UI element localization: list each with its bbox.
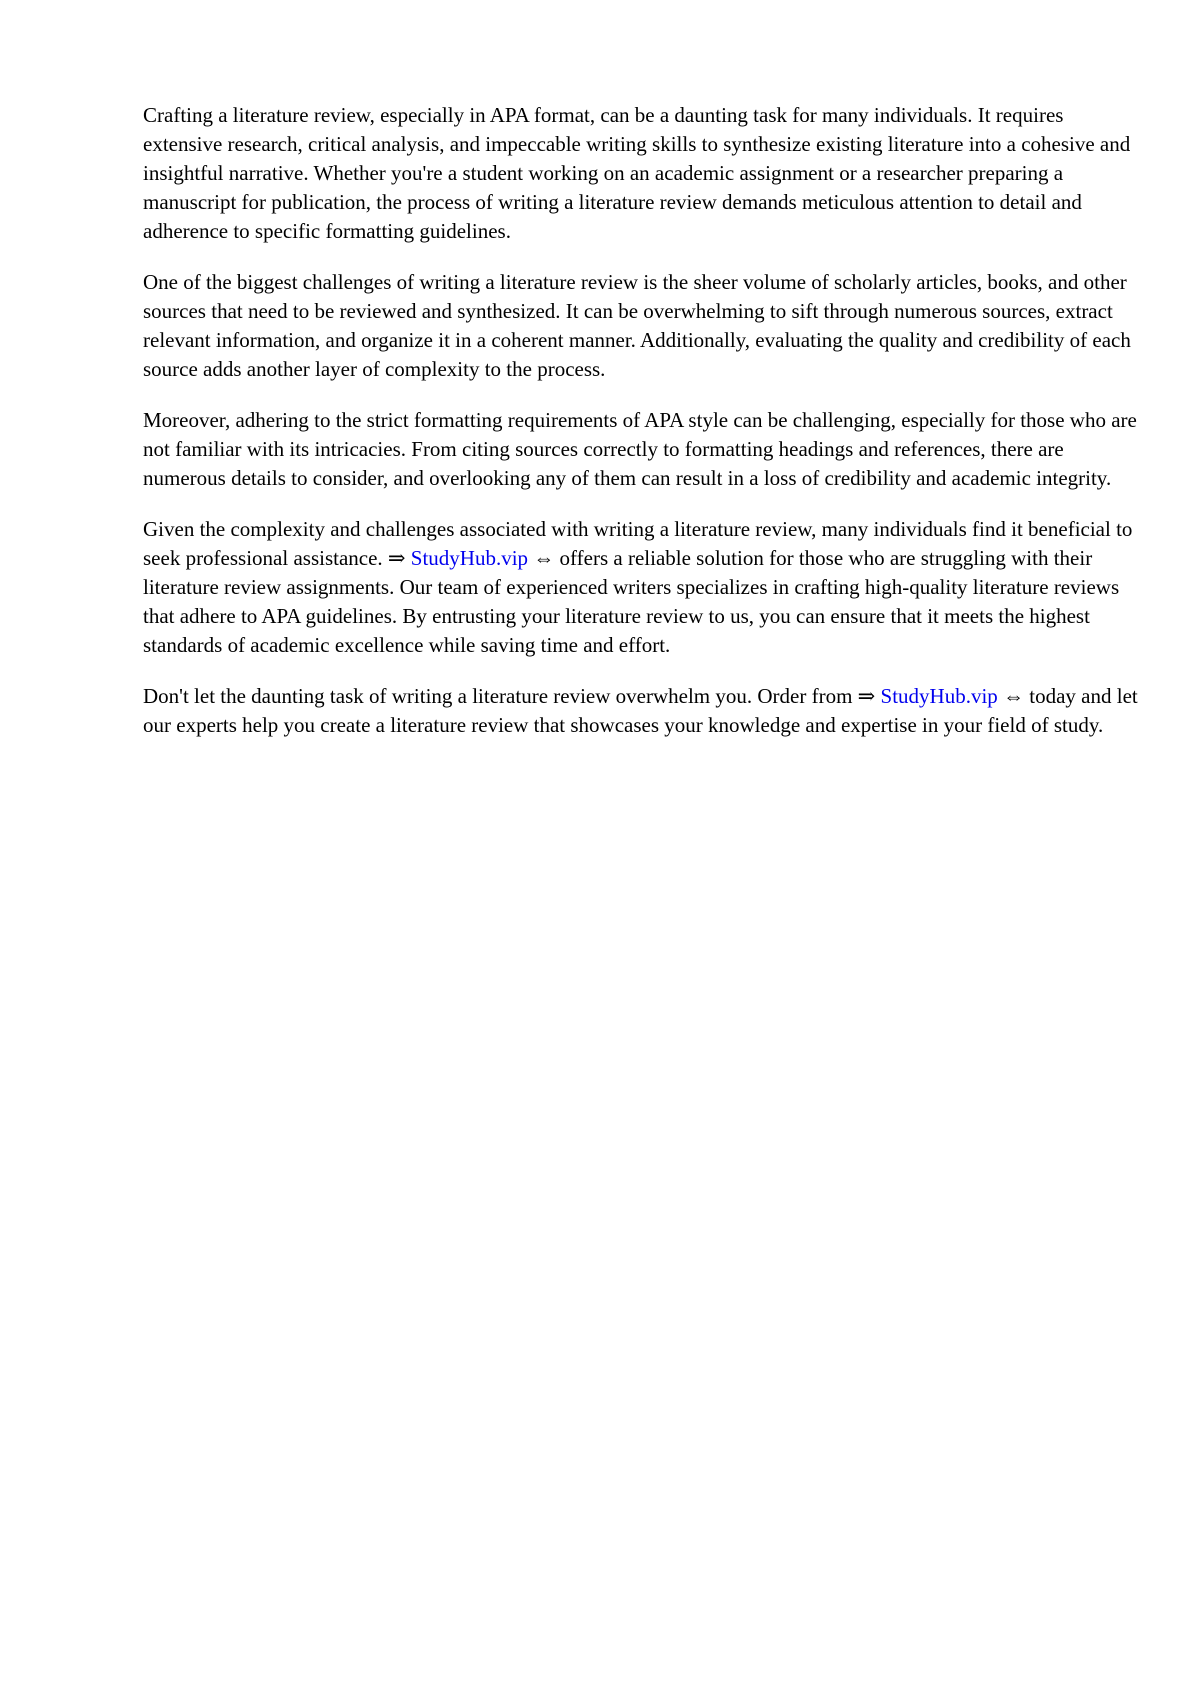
paragraph-assistance-text-before: Given the complexity and challenges associated with writing a literature review, many individuals find it beneficial to seek professional assistance. ⇒ <box>143 517 1133 570</box>
paragraph-assistance <box>143 515 1138 660</box>
studyhub-link[interactable]: StudyHub.vip <box>410 546 529 570</box>
paragraph-assistance-text-after: ⇔ offers a reliable solution for those who are struggling with their literature review assignments. Our team of experienced writers specializes in crafting high-quality literature reviews that adhere to APA guidelines. By entrusting your literature review to us, you can ensure that it meets the highest standards of academic excellence while saving time and effort. <box>143 546 1120 657</box>
paragraph-cta-text-after: ⇔ today and let our experts help you create a literature review that showcases your knowledge and expertise in your field of study. <box>143 684 1138 737</box>
document-body <box>143 101 1138 762</box>
paragraph-intro: Crafting a literature review, especially in APA format, can be a daunting task for many individuals. It requires extensive research, critical analysis, and impeccable writing skills to synthesize existing literature into a cohesive and insightful narrative. Whether you're a student working on an academic assignment or a researcher preparing a manuscript for publication, the process of writing a literature review demands meticulous attention to detail and adherence to specific formatting guidelines. <box>143 103 1131 243</box>
studyhub-link-2[interactable]: StudyHub.vip <box>880 684 998 708</box>
paragraph-call-to-action <box>143 682 1138 740</box>
paragraph-challenges: One of the biggest challenges of writing a literature review is the sheer volume of scholarly articles, books, and other sources that need to be reviewed and synthesized. It can be overwhelming to sift through numerous sources, extract relevant information, and organize it in a coherent manner. Additionally, evaluating the quality and credibility of each source adds another layer of complexity to the process. <box>143 270 1131 381</box>
paragraph-apa-formatting: Moreover, adhering to the strict formatting requirements of APA style can be challenging, especially for those who are not familiar with its intricacies. From citing sources correctly to formatting headings and references, there are numerous details to consider, and overlooking any of them can result in a loss of credibility and academic integrity. <box>143 408 1137 490</box>
paragraph-cta-text-before: Don't let the daunting task of writing a literature review overwhelm you. Order from ⇒ <box>143 684 881 708</box>
